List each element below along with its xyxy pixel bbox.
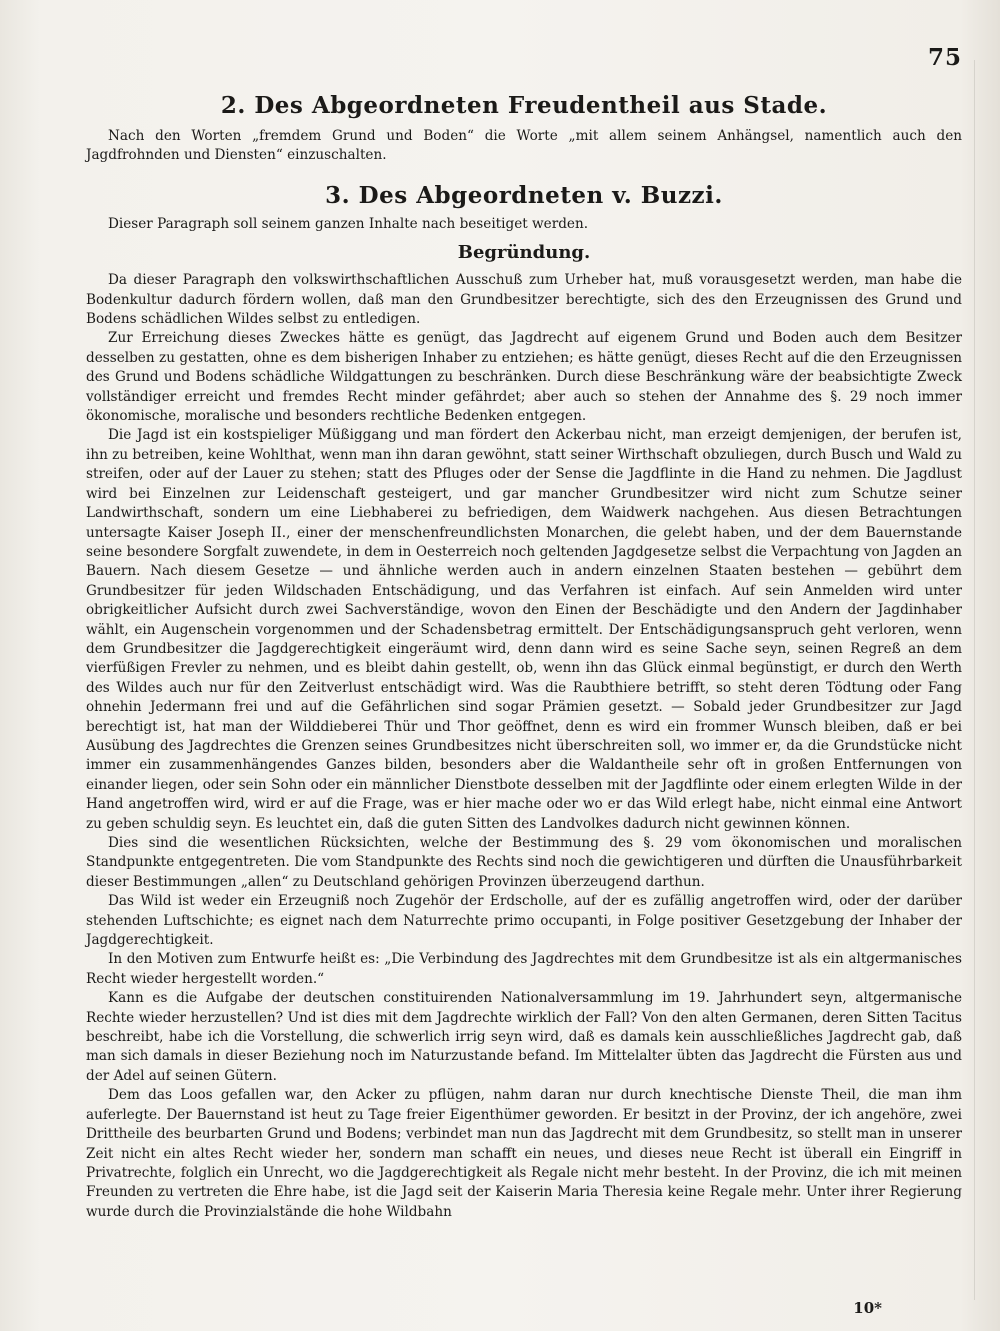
section-3-text: Dieser Paragraph soll seinem ganzen Inhalte nach beseitiget werden. [108, 215, 589, 232]
section-2-text: Nach den Worten „fremdem Grund und Boden“ die Worte „mit allem seinem Anhängsel, namentlich auch den Jagdfrohnden und Diensten“ einzuschalten. [86, 128, 962, 164]
reasoning-paragraph: Kann es die Aufgabe der deutschen constituirenden Nationalversammlung im 19. Jahrhundert seyn, altgermanische Rechte wieder herzustellen? Und ist dies mit dem Jagdrechte wirklich der Fall? Von den alten Germanen, deren Sitten Tacitus beschreibt, habe ich die Vorstellung, die schwerlich irrig seyn wird, daß es damals kein ausschließliches Jagdrecht gab, daß man sich damals in dieser Beziehung noch im Naturzustande befand. Im Mittelalter übten das Jagdrecht die Fürsten aus und der Adel auf seinen Gütern. [86, 990, 962, 1084]
section-2-heading: 2. Des Abgeordneten Freudentheil aus Stade. [220, 92, 828, 119]
reasoning-paragraph: Zur Erreichung dieses Zweckes hätte es genügt, das Jagdrecht auf eigenem Grund und Boden auch dem Besitzer desselben zu gestatten, ohne es dem bisherigen Inhaber zu entziehen; es hätte genügt, dieses Recht auf die den Erzeugnissen des Grund und Bodens schädliche Wildgattungen zu beschränken. Durch diese Beschränkung wäre der beabsichtigte Zweck vollständiger erreicht und fremdes Recht minder gefährdet; aber auch so stehen der Annahme des §. 29 noch immer ökonomische, moralische und besonders rechtliche Bedenken entgegen. [86, 330, 962, 425]
reasoning-paragraph: In den Motiven zum Entwurfe heißt es: „Die Verbindung des Jagdrechtes mit dem Grundbesitze ist als ein altgermanisches Recht wieder hergestellt worden.“ [86, 951, 962, 987]
page-number: 75 [927, 44, 962, 71]
reasoning-paragraph: Dem das Loos gefallen war, den Acker zu pflügen, nahm daran nur durch knechtische Dienste Theil, die man ihm auferlegte. Der Bauernstand ist heut zu Tage freier Eigenthümer geworden. Er besitzt in der Provinz, der ich angehöre, zwei Drittheile des beurbarten Grund und Bodens; verbindet man nun das Jagdrecht mit dem Grundbesitz, so stellt man in unserer Zeit nicht ein altes Recht wieder her, sondern man schafft ein neues, und dieses neue Recht ist überall ein Eingriff in Privatrechte, folglich ein Unrecht, wo die Jagdgerechtigkeit als Regale nicht mehr besteht. In der Provinz, die ich mit meinen Freunden zu vertreten die Ehre habe, ist die Jagd seit der Kaiserin Maria Theresia keine Regale mehr. Unter ihrer Regierung wurde durch die Provinzialstände die hohe Wildbahn [86, 1087, 962, 1220]
section-3-heading: 3. Des Abgeordneten v. Buzzi. [325, 181, 723, 209]
page-content [86, 92, 962, 1222]
reasoning-paragraph: Da dieser Paragraph den volkswirthschaftlichen Ausschuß zum Urheber hat, muß vorausgesetzt werden, man habe die Bodenkultur dadurch fördern wollen, daß man den Grundbesitzer berechtigte, sich des den Erzeugnissen des Grund und Bodens schädlichen Wildes selbst zu entledigen. [86, 272, 962, 328]
page-edge-shadow [974, 60, 975, 1300]
printer-signature: 10* [853, 1299, 882, 1317]
reasoning-paragraph: Dies sind die wesentlichen Rücksichten, welche der Bestimmung des §. 29 vom ökonomischen und moralischen Standpunkte entgegentreten. Die vom Standpunkte des Rechts sind noch die gewichtigeren und dürften die Unausführbarkeit dieser Bestimmungen „allen“ zu Deutschland gehörigen Provinzen überzeugend darthun. [86, 835, 962, 890]
reasoning-heading: Begründung. [457, 242, 591, 264]
reasoning-paragraph: Das Wild ist weder ein Erzeugniß noch Zugehör der Erdscholle, auf der es zufällig angetroffen wird, oder der darüber stehenden Luftschichte; es eignet nach dem Naturrechte primo occupanti, in Folge positiver Gesetzgebung der Inhaber der Jagdgerechtigkeit. [86, 893, 962, 949]
reasoning-paragraph: Die Jagd ist ein kostspieliger Müßiggang und man fördert den Ackerbau nicht, man erzeigt demjenigen, der berufen ist, ihn zu betreiben, keine Wohlthat, wenn man ihn daran gewöhnt, statt seiner Wirthschaft obzuliegen, durch Busch und Wald zu streifen, oder auf der Lauer zu stehen; statt des Pfluges oder der Sense die Jagdflinte in die Hand zu nehmen. Die Jagdlust wird bei Einzelnen zur Leidenschaft gesteigert, und gar mancher Grundbesitzer wird nicht zum Schutze seiner Landwirthschaft, sondern um eine Liebhaberei zu befriedigen, dem Waidwerk nachgehen. Aus diesen Betrachtungen untersagte Kaiser Joseph II., einer der menschenfreundlichsten Monarchen, die gelebt haben, und der dem Bauernstande seine besondere Sorgfalt zuwendete, in dem in Oesterreich noch geltenden Jagdgesetze selbst die Verpachtung von Jagden an Bauern. Nach diesem Gesetze — und ähnliche werden auch in andern einzelnen Staaten bestehen — gebührt dem Grundbesitzer für jeden Wildschaden Entschädigung, und das Verfahren ist einfach. Auf sein Anmelden wird unter obrigkeitlicher Aufsicht durch zwei Sachverständige, wovon den Einen der Beschädigte und den Andern der Jagdinhaber wählt, ein Augenschein vorgenommen und der Schadensbetrag ermittelt. Der Entschädigungsanspruch geht verloren, wenn dem Grundbesitzer die Jagdgerechtigkeit eingeräumt wird, denn dann wird es seine Sache seyn, seinen Regreß an dem vierfüßigen Frevler zu nehmen, und es bleibt dahin gestellt, ob, wenn ihn das Glück einmal begünstigt, er durch den Werth des Wildes auch nur für den Zeitverlust entschädigt wird. Was die Raubthiere betrifft, so steht deren Tödtung oder Fang ohnehin Jedermann frei und auf die Gefährlichen sind sogar Prämien gesetzt. — Sobald jeder Grundbesitzer zur Jagd berechtigt ist, hat man der Wilddieberei Thür und Thor geöffnet, denn es wird ein frommer Wunsch bleiben, daß er bei Ausübung des Jagdrechtes die Grenzen seines Grundbesitzes nicht überschreiten soll, wo immer er, da die Grundstücke nicht immer ein zusammenhängendes Ganzes bilden, besonders aber die Waldantheile sehr oft in großen Entfernungen von einander liegen, oder sein Sohn oder ein männlicher Dienstbote desselben mit der Jagdflinte oder einem erlegten Wilde in der Hand angetroffen wird, wird er auf die Frage, was er hier mache oder wo er das Wild erlegt habe, nicht einmal eine Antwort zu geben schuldig seyn. Es leuchtet ein, daß die guten Sitten des Landvolkes dadurch nicht gewinnen können. [86, 427, 962, 832]
